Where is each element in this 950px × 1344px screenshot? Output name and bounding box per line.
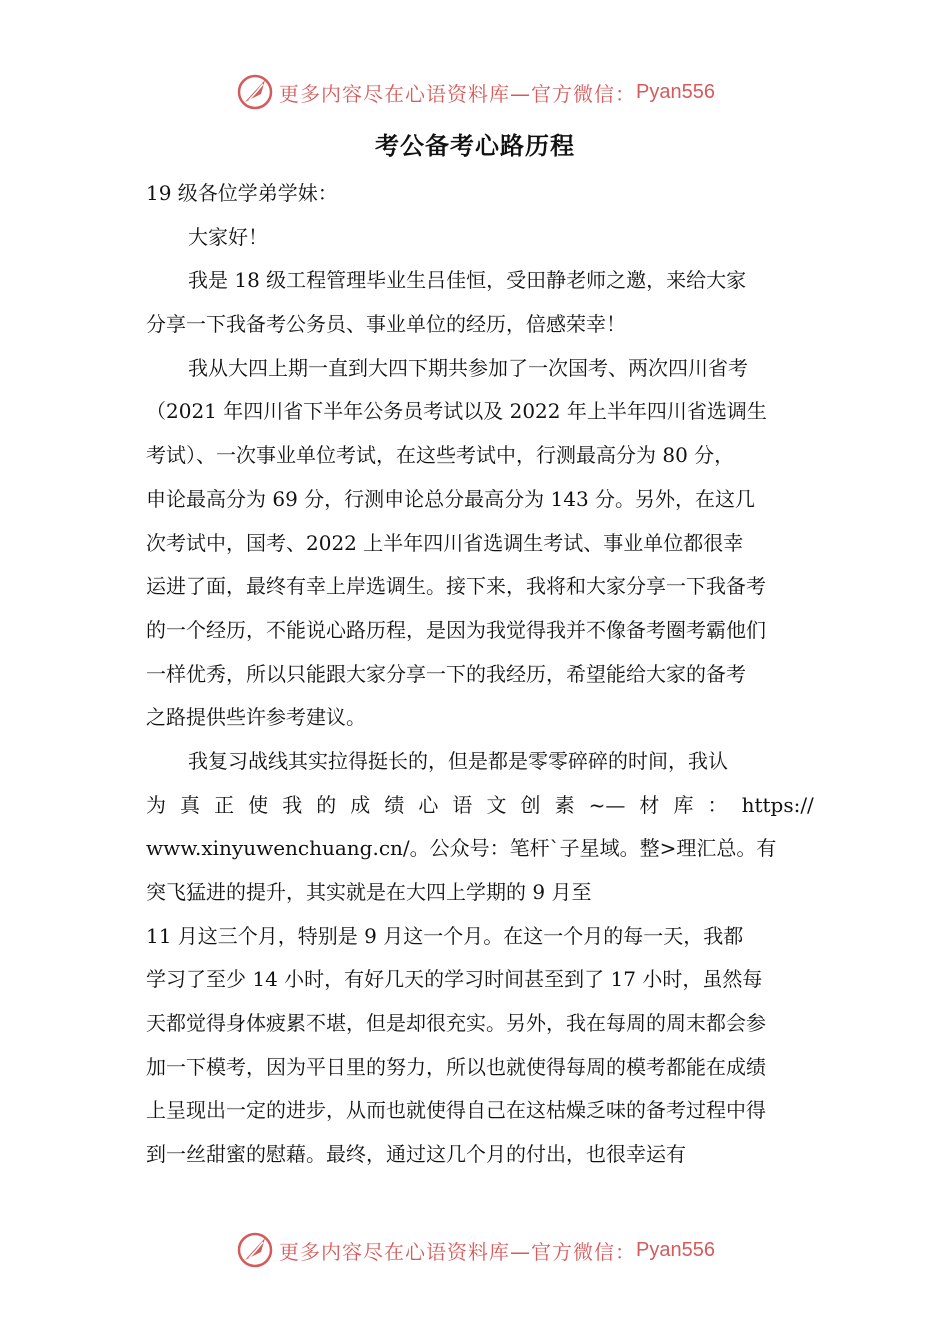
text-line: 之路提供些许参考建议。 [146,705,366,730]
text-fragment: 语 [452,792,473,817]
text-line: 分享一下我备考公务员、事业单位的经历，倍感荣幸！ [146,312,626,337]
text-line: 的一个经历，不能说心路历程，是因为我觉得我并不像备考圈考霸他们 [146,617,766,642]
document-body [146,172,814,1177]
text-line: 11 月这三个月，特别是 9 月这一个月。在这一个月的每一天，我都 [146,923,744,948]
text-line: 考试）、一次事业单位考试，在这些考试中，行测最高分为 80 分， [146,443,735,468]
text-fragment: 心 [418,792,439,817]
text-line: www.xinyuwenchuang.cn/。公众号：笔杆`子星域。整>理汇总。有 [146,836,777,861]
text-fragment: 创 [520,792,541,817]
text-fragment: 材 [639,792,660,817]
text-line: 天都觉得身体疲累不堪，但是却很充实。另外，我在每周的周末都会参 [146,1011,766,1036]
text-fragment: 为 [146,792,166,817]
text-line: 我是 18 级工程管理毕业生吕佳恒，受田静老师之邀，来给大家 [188,268,747,293]
wechat-id: Pyan556 [636,80,715,103]
header-banner [0,70,950,114]
text-fragment: 真 [180,792,201,817]
text-line: 次考试中，国考、2022 上半年四川省选调生考试、事业单位都很幸 [146,530,744,555]
justified-text-line [146,784,814,828]
text-fragment: 库 [673,792,694,817]
text-line: 运进了面，最终有幸上岸选调生。接下来，我将和大家分享一下我备考 [146,574,766,599]
text-fragment: ： [707,792,728,817]
quill-logo-icon [235,72,275,112]
text-fragment: 使 [248,792,269,817]
banner-text: 更多内容尽在心语资料库—官方微信： [279,81,637,106]
text-fragment: 我 [282,792,303,817]
text-fragment: ~— [588,792,626,817]
text-line: 申论最高分为 69 分，行测申论总分最高分为 143 分。另外，在这几 [146,486,756,511]
text-line: 加一下模考，因为平日里的努力，所以也就使得每周的模考都能在成绩 [146,1054,766,1079]
text-line: 突飞猛进的提升，其实就是在大四上学期的 9 月至 [146,880,592,904]
wechat-id: Pyan556 [636,1238,715,1261]
text-line: 大家好！ [188,224,268,249]
text-line: 一样优秀，所以只能跟大家分享一下的我经历，希望能给大家的备考 [146,661,746,686]
text-fragment: 素 [554,792,575,817]
text-line: 上呈现出一定的进步，从而也就使得自己在这枯燥乏味的备考过程中得 [146,1098,766,1123]
text-line: 学习了至少 14 小时，有好几天的学习时间甚至到了 17 小时，虽然每 [146,967,763,992]
text-line: 我从大四上期一直到大四下期共参加了一次国考、两次四川省考 [188,355,748,380]
text-fragment: 成 [350,792,371,817]
text-fragment: 绩 [384,792,405,817]
text-fragment: 文 [486,792,507,817]
url-fragment: https:// [741,792,814,817]
text-line: 到一丝甜蜜的慰藉。最终，通过这几个月的付出，也很幸运有 [146,1142,686,1167]
banner-text: 更多内容尽在心语资料库—官方微信： [279,1239,637,1264]
text-line: 我复习战线其实拉得挺长的，但是都是零零碎碎的时间，我认 [188,748,728,773]
text-line: （2021 年四川省下半年公务员考试以及 2022 年上半年四川省选调生 [146,399,767,424]
footer-banner [0,1228,950,1272]
quill-logo-icon [235,1230,275,1270]
text-fragment: 的 [316,792,337,817]
text-line: 19 级各位学弟学妹： [146,181,338,205]
text-fragment: 正 [214,792,235,817]
page-title: 考公备考心路历程 [375,132,575,160]
